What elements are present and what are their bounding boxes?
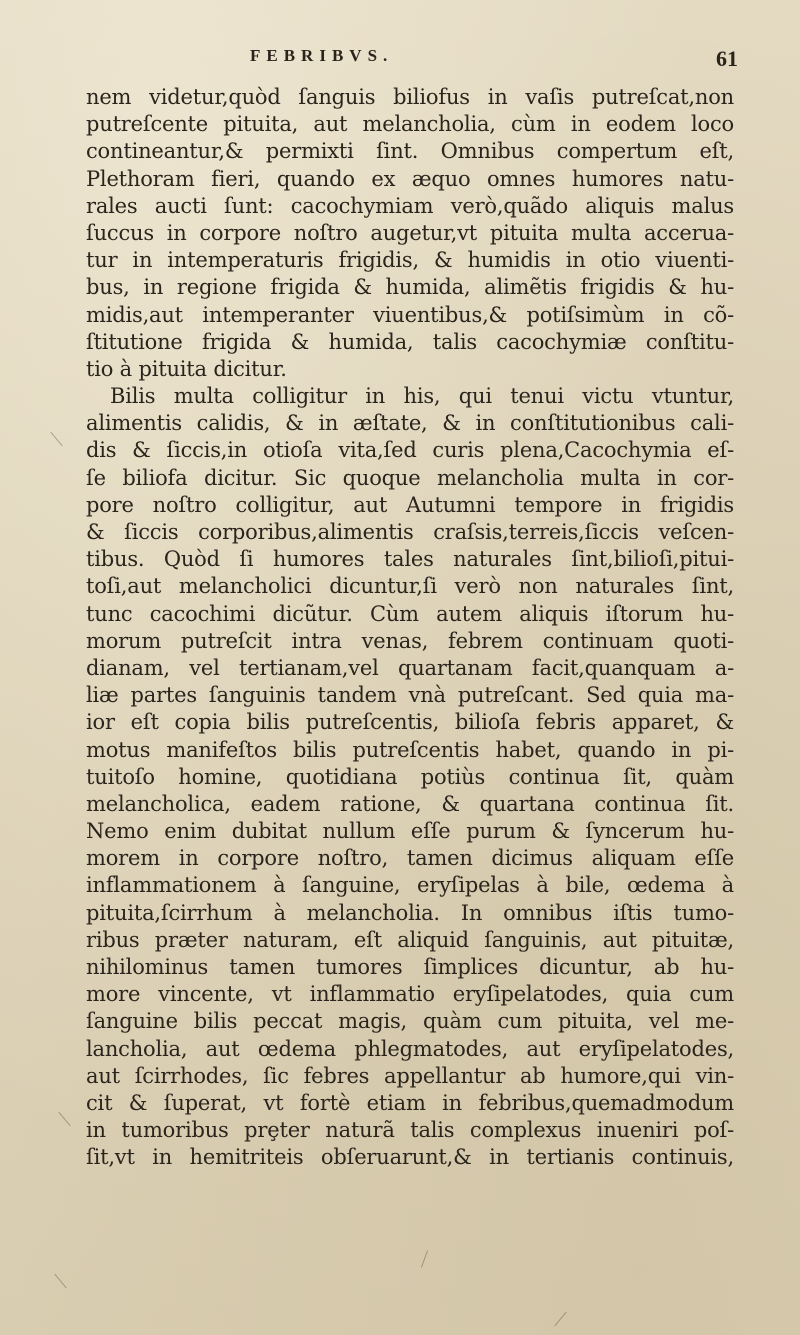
text-line: midis,aut intemperanter viuentibus,& potiſsimùm in cõ-: [86, 302, 734, 327]
text-line: nem videtur,quòd ſanguis biliofus in vaſis putreſcat,non: [86, 85, 734, 109]
margin-mark: [554, 1312, 566, 1326]
body-text: [86, 84, 734, 1172]
text-line: dianam, vel tertianam,vel quartanam facit,quanquam a-: [86, 655, 734, 680]
text-line: aut ſcirrhodes, ſic febres appellantur ab humore,qui vin-: [86, 1063, 734, 1088]
text-line: ſanguine bilis peccat magis, quàm cum pituita, vel me-: [86, 1009, 734, 1034]
text-line: tunc cacochimi dicũtur. Cùm autem aliquis iſtorum hu-: [86, 601, 734, 626]
text-line: putreſcente pituita, aut melancholia, cùm in eodem loco: [86, 112, 734, 137]
text-line: ſit,vt in hemitriteis obſeruarunt,& in tertianis continuis,: [86, 1145, 734, 1170]
text-line: ſtitutione frigida & humida, talis cacochymiæ conſtitu-: [86, 329, 734, 354]
text-line: tuitoſo homine, quotidiana potiùs continua ſit, quàm: [86, 764, 734, 789]
text-line: liæ partes ſanguinis tandem vnà putreſcant. Sed quia ma-: [86, 683, 734, 708]
text-line: motus manifeſtos bilis putreſcentis habet, quando in pi-: [86, 737, 734, 762]
text-line: tio à pituita dicitur.: [86, 356, 287, 381]
text-line: dis & ſiccis,in otioſa vita,ſed curis plena,Cacochymia eſ-: [86, 438, 734, 463]
text-line: pore noſtro colligitur, aut Autumni tempore in frigidis: [86, 492, 734, 517]
text-line: Plethoram fieri, quando ex æquo omnes humores natu-: [86, 166, 734, 191]
text-line: tibus. Quòd ſi humores tales naturales ſint,bilioſi,pitui-: [86, 547, 734, 572]
text-line: in tumoribus prȩter naturã talis complexus inueniri poſ-: [86, 1118, 734, 1143]
text-line: more vincente, vt inflammatio eryſipelatodes, quia cum: [86, 982, 734, 1007]
page-number: 61: [716, 46, 738, 71]
text-line: cit & ſuperat, vt fortè etiam in febribus,quemadmodum: [86, 1090, 734, 1115]
text-line: Bilis multa colligitur in his, qui tenui victu vtuntur,: [110, 384, 734, 409]
margin-mark: [50, 432, 62, 446]
text-line: lancholia, aut œdema phlegmatodes, aut eryſipelatodes,: [86, 1036, 734, 1061]
text-line: morem in corpore noſtro, tamen dicimus aliquam eſſe: [86, 846, 734, 871]
text-line: tur in intemperaturis frigidis, & humidis in otio viuenti-: [86, 248, 734, 273]
text-line: ior eſt copia bilis putreſcentis, bilioſa febris apparet, &: [86, 710, 734, 735]
text-line: nihilominus tamen tumores ſimplices dicuntur, ab hu-: [86, 955, 734, 979]
text-line: ſe biliofa dicitur. Sic quoque melancholia multa in cor-: [86, 465, 734, 490]
text-line: contineantur,& permixti ſint. Omnibus compertum eſt,: [86, 139, 734, 164]
text-line: morum putreſcit intra venas, febrem continuam quoti-: [86, 628, 734, 653]
text-line: ſuccus in corpore noſtro augetur,vt pituita multa accerua-: [86, 220, 734, 245]
text-line: & ſiccis corporibus,alimentis craſsis,terreis,ſiccis veſcen-: [86, 520, 734, 544]
text-line: inflammationem à ſanguine, eryſipelas à bile, œdema à: [86, 873, 734, 898]
text-line: alimentis calidis, & in æſtate, & in conſtitutionibus cali-: [86, 411, 734, 436]
margin-mark: [58, 1112, 70, 1126]
text-line: toſi,aut melancholici dicuntur,ſi verò non naturales ſint,: [86, 574, 734, 599]
running-head: FEBRIBVS.: [250, 46, 394, 65]
text-line: pituita,ſcirrhum à melancholia. In omnibus iſtis tumo-: [86, 900, 734, 925]
margin-mark: [421, 1250, 428, 1267]
page-header: [0, 6, 800, 76]
text-line: bus, in regione frigida & humida, alimẽtis frigidis & hu-: [86, 275, 734, 300]
text-line: rales aucti ſunt: cacochymiam verò,quãdo aliquis malus: [86, 193, 734, 218]
text-line: melancholica, eadem ratione, & quartana continua ſit.: [86, 791, 734, 816]
margin-mark: [54, 1274, 66, 1288]
text-line: ribus præter naturam, eſt aliquid ſanguinis, aut pituitæ,: [86, 927, 734, 952]
text-line: Nemo enim dubitat nullum eſſe purum & ſyncerum hu-: [86, 819, 734, 844]
